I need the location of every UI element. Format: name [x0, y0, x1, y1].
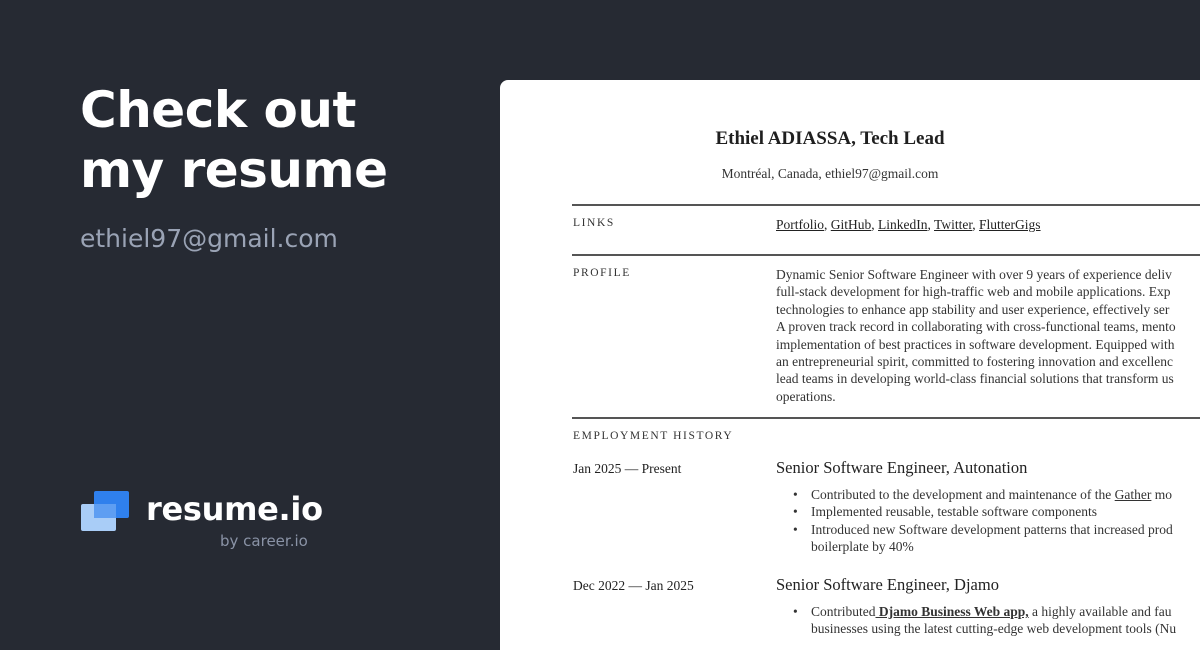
link-linkedin[interactable]: LinkedIn — [878, 217, 928, 232]
headline-line-2: my resume — [80, 141, 388, 199]
profile-line: full-stack development for high-traffic web and mobile applications. Exp — [776, 284, 1171, 300]
job-dates: Dec 2022 — Jan 2025 — [573, 578, 694, 593]
section-divider — [572, 204, 1200, 206]
section-divider — [572, 417, 1200, 419]
job-bullet: • Introduced new Software development patterns that increased prod boilerplate by 40% — [793, 521, 1173, 556]
section-label-profile: PROFILE — [573, 267, 631, 279]
job-dates: Jan 2025 — Present — [573, 461, 682, 476]
profile-text — [776, 266, 1200, 405]
profile-line: lead teams in developing world-class financial solutions that transform us — [776, 371, 1174, 387]
resume-contact: Montréal, Canada, ethiel97@gmail.com — [721, 166, 939, 181]
brand-name: resume.io — [146, 490, 323, 528]
link-twitter[interactable]: Twitter — [934, 217, 973, 232]
resume-name: Ethiel ADIASSA, Tech Lead — [715, 128, 945, 149]
links-list: Portfolio, GitHub, LinkedIn, Twitter, FlutterGigs — [776, 217, 1041, 232]
profile-line: operations. — [776, 388, 836, 404]
profile-line: Dynamic Senior Software Engineer with over 9 years of experience deliv — [776, 267, 1172, 282]
resume-preview — [500, 80, 1200, 650]
job-title: Senior Software Engineer, Djamo — [776, 575, 999, 594]
headline — [80, 80, 480, 200]
section-label-links: LINKS — [573, 217, 615, 229]
job-bullet: • Contributed Djamo Business Web app, a highly available and fau businesses using the latest cutting-edge web development tools (Nu — [793, 603, 1176, 638]
profile-line: an entrepreneurial spirit, committed to fostering innovation and excellenc — [776, 354, 1173, 370]
job-bullets — [793, 486, 1173, 556]
profile-line: implementation of best practices in software development. Equipped with — [776, 336, 1175, 352]
djamo-business-link[interactable]: Djamo Business Web app, — [875, 604, 1029, 619]
brand-tagline: by career.io — [220, 532, 308, 550]
gather-link[interactable]: Gather — [1114, 487, 1152, 502]
headline-line-1: Check out — [80, 81, 356, 139]
resume-io-logo[interactable] — [80, 490, 340, 560]
job-bullets — [793, 603, 1176, 638]
link-fluttergigs[interactable]: FlutterGigs — [979, 217, 1041, 232]
contact-email[interactable]: ethiel97@gmail.com — [80, 224, 338, 253]
profile-line: A proven track record in collaborating with cross-functional teams, mento — [776, 319, 1176, 335]
section-label-employment: EMPLOYMENT HISTORY — [573, 430, 734, 442]
resume-io-logo-icon — [80, 490, 130, 532]
job-bullet: • Implemented reusable, testable software components — [793, 503, 1173, 520]
link-portfolio[interactable]: Portfolio — [776, 217, 825, 232]
profile-line: technologies to enhance app stability and user experience, effectively ser — [776, 301, 1170, 317]
link-github[interactable]: GitHub — [830, 217, 872, 232]
section-divider — [572, 254, 1200, 256]
job-bullet: • Contributed to the development and maintenance of the Gather mo — [793, 486, 1173, 503]
job-title: Senior Software Engineer, Autonation — [776, 458, 1028, 477]
